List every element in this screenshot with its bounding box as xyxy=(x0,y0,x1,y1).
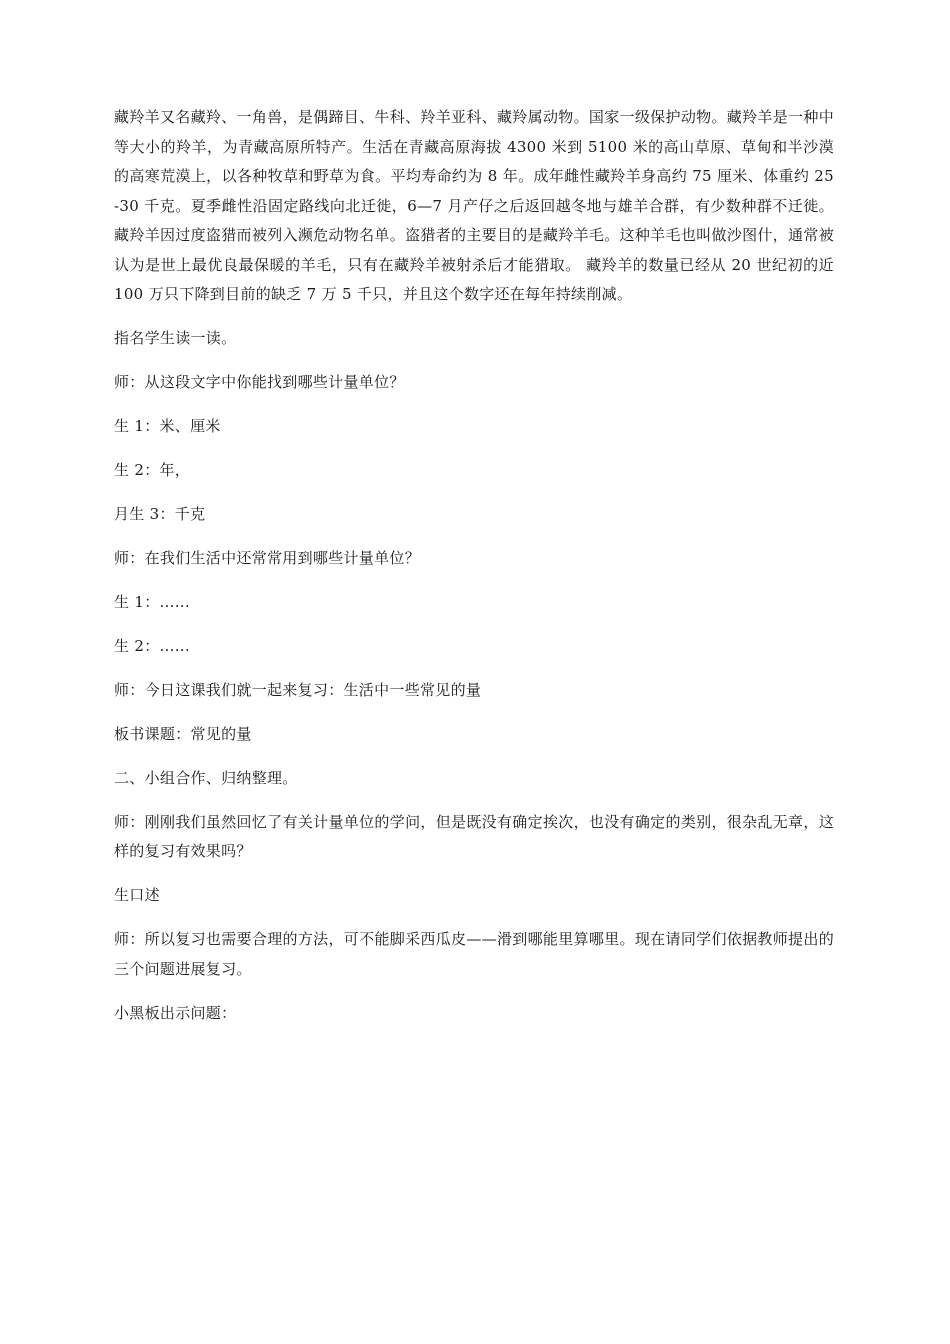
student-1-ellipsis: 生 1：...... xyxy=(114,592,190,611)
teacher-method-instruction: 师：所以复习也需要合理的方法，可不能脚采西瓜皮——滑到哪能里算哪里。现在请同学们依据教师提出的三个问题进展复习。 xyxy=(114,930,834,978)
document-body xyxy=(114,103,834,1043)
teacher-question-effectiveness: 师：刚刚我们虽然回忆了有关计量单位的学问，但是既没有确定挨次，也没有确定的类别，很杂乱无章，这样的复习有效果吗？ xyxy=(114,812,834,860)
student-1-answer: 生 1：米、厘米 xyxy=(114,416,221,435)
teacher-review-intro: 师：今日这课我们就一起来复习：生活中一些常见的量 xyxy=(114,680,482,699)
blackboard-questions-label: 小黑板出示问题： xyxy=(114,1003,237,1022)
student-2-answer: 生 2：年， xyxy=(114,460,191,479)
teacher-question-units: 师：从这段文字中你能找到哪些计量单位？ xyxy=(114,372,405,391)
section-heading-group-work: 二、小组合作、归纳整理。 xyxy=(114,768,298,787)
student-3-answer: 月生 3：千克 xyxy=(114,504,206,523)
student-2-ellipsis: 生 2：...... xyxy=(114,636,190,655)
student-oral-response: 生口述 xyxy=(114,886,160,904)
lesson-title-note: 板书课题：常见的量 xyxy=(114,724,252,743)
instruction-read-aloud: 指名学生读一读。 xyxy=(114,328,237,347)
intro-paragraph: 藏羚羊又名藏羚、一角兽，是偶蹄目、牛科、羚羊亚科、藏羚属动物。国家一级保护动物。藏羚羊是一种中等大小的羚羊，为青藏高原所特产。生活在青藏高原海拔 4300 米到 5100 米的高山草原、草甸和半沙漠的高寒荒漠上，以各种牧草和野草为食。平均寿命约为 8 年。成年雌性藏羚羊身高约 75 厘米、体重约 25-30 千克。夏季雌性沿固定路线向北迁徙，6—7 月产仔之后返回越冬地与雄羊合群，有少数种群不迁徙。藏羚羊因过度盗猎而被列入濒危动物名单。盗猎者的主要目的是藏羚羊毛。这种羊毛也叫做沙图什，通常被认为是世上最优良最保暖的羊毛，只有在藏羚羊被射杀后才能猎取。 藏羚羊的数量已经从 20 世纪初的近 100 万只下降到目前的缺乏 7 万 5 千只，并且这个数字还在每年持续削减。 xyxy=(114,108,834,303)
teacher-question-daily-units: 师：在我们生活中还常常用到哪些计量单位？ xyxy=(114,548,421,567)
